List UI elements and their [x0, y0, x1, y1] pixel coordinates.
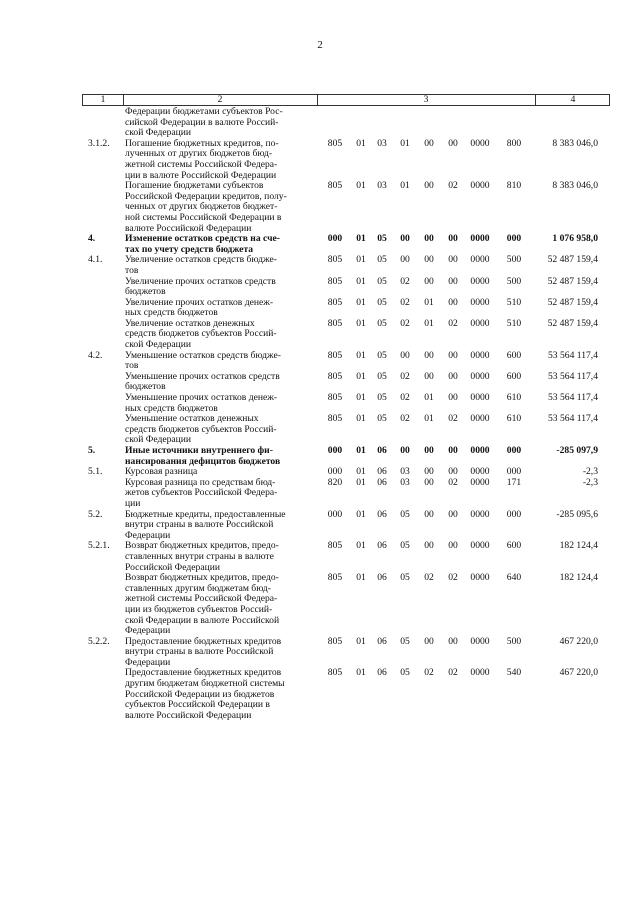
code-cell: 03: [377, 137, 387, 149]
code-cell: 00: [448, 392, 458, 404]
code-cell: 0000: [470, 392, 490, 404]
code-cell: 00: [400, 349, 410, 361]
row-number: 5.: [88, 445, 96, 456]
code-cell: 000 820: [327, 466, 343, 488]
code-cell: 500: [506, 275, 522, 287]
code-cell: 05: [377, 349, 387, 361]
code-cell: 01: [356, 635, 366, 647]
code-cell: 02: [400, 317, 410, 329]
code-cell: 01: [356, 137, 366, 149]
code-cell: 01: [424, 392, 434, 404]
amount-cell: 1 076 958,0: [552, 233, 598, 245]
code-cell: 01: [400, 137, 410, 149]
table-row: [0, 393, 640, 414]
code-cell: 00: [448, 349, 458, 361]
code-cell: 02: [400, 296, 410, 308]
code-cell: 805: [327, 349, 343, 361]
row-description: Курсовая разница Курсовая разница по средствам бюд- жетов субъектов Российской Федера- ции: [125, 466, 278, 509]
code-cell: 805: [327, 296, 343, 308]
code-cell: 00: [424, 370, 434, 382]
code-cell: 000 171: [506, 466, 522, 488]
code-cell: 01: [424, 413, 434, 425]
code-cell: 06: [377, 572, 387, 584]
code-cell: 0000: [470, 413, 490, 425]
code-cell: 01: [356, 254, 366, 266]
code-cell: 01: [356, 180, 366, 192]
table-row: [0, 573, 640, 637]
code-cell: 00: [448, 137, 458, 149]
row-description: Федерации бюджетами субъектов Рос- сийской Федерации в валюте Россий- ской Федерации: [125, 106, 283, 139]
code-cell: 0000: [470, 540, 490, 552]
code-cell: 02: [448, 667, 458, 679]
table-row: [0, 139, 640, 181]
amount-cell: 467 220,0: [559, 635, 598, 647]
code-cell: 05: [400, 572, 410, 584]
header-col-2: 2: [217, 95, 223, 105]
code-cell: 00: [400, 445, 410, 456]
code-cell: 01: [356, 370, 366, 382]
code-cell: 805: [327, 635, 343, 647]
code-cell: 0000: [470, 370, 490, 382]
code-cell: 510: [506, 317, 522, 329]
table-row: [0, 637, 640, 669]
table-row: [0, 351, 640, 372]
table-row: [0, 277, 640, 298]
code-cell: 01: [356, 445, 366, 456]
code-cell: 00: [424, 233, 434, 245]
code-cell: 805: [327, 540, 343, 552]
row-description: Погашение бюджетами субъектов Российской Федерации кредитов, полу- ченных от других бюджетов бюджет- ной системы Российской Федерации в валюте Российской Федерации: [125, 180, 287, 234]
row-number: 4.2.: [88, 349, 103, 361]
code-cell: 000: [327, 233, 343, 245]
code-cell: 000: [327, 508, 343, 520]
code-cell: 0000: [470, 137, 490, 149]
code-cell: 805: [327, 317, 343, 329]
code-cell: 01: [356, 392, 366, 404]
code-cell: 800: [506, 137, 522, 149]
code-cell: 02: [448, 413, 458, 425]
amount-cell: -2,3 -2,3: [582, 466, 598, 488]
code-cell: 02: [448, 317, 458, 329]
amount-cell: 182 124,4: [559, 540, 598, 552]
code-cell: 00: [448, 635, 458, 647]
code-cell: 510: [506, 296, 522, 308]
code-cell: 500: [506, 254, 522, 266]
code-cell: 000: [506, 233, 522, 245]
table-row: [0, 510, 640, 542]
row-description: Уменьшение прочих остатков денеж- ных средств бюджетов: [125, 392, 278, 414]
code-cell: 05: [400, 540, 410, 552]
code-cell: 000: [327, 445, 343, 456]
row-number: 3.1.2.: [88, 137, 110, 149]
code-cell: 600: [506, 540, 522, 552]
table-header: [82, 94, 610, 106]
code-cell: 02: [424, 667, 434, 679]
code-cell: 0000: [470, 296, 490, 308]
row-number: 5.2.1.: [88, 540, 110, 552]
code-cell: 500: [506, 635, 522, 647]
code-cell: 05: [400, 508, 410, 520]
code-cell: 06: [377, 540, 387, 552]
code-cell: 05: [377, 413, 387, 425]
code-cell: 805: [327, 254, 343, 266]
code-cell: 00: [400, 233, 410, 245]
code-cell: 0000: [470, 635, 490, 647]
code-cell: 00: [400, 254, 410, 266]
row-description: Уменьшение прочих остатков средств бюджетов: [125, 370, 280, 393]
code-cell: 00: [448, 233, 458, 245]
code-cell: 0000: [470, 254, 490, 266]
code-cell: 00: [448, 445, 458, 456]
code-cell: 000: [506, 445, 522, 456]
amount-cell: 52 487 159,4: [547, 275, 598, 287]
code-cell: 00: [448, 296, 458, 308]
row-number: 5.2.2.: [88, 635, 110, 647]
amount-cell: -285 097,9: [556, 445, 598, 456]
row-description: Увеличение прочих остатков денеж- ных средств бюджетов: [125, 296, 274, 319]
table-row: [0, 181, 640, 234]
amount-cell: -285 095,6: [556, 508, 598, 520]
code-cell: 00: [448, 254, 458, 266]
code-cell: 805: [327, 392, 343, 404]
code-cell: 02: [424, 572, 434, 584]
code-cell: 600: [506, 370, 522, 382]
code-cell: 05: [400, 667, 410, 679]
code-cell: 01: [400, 180, 410, 192]
code-cell: 0000: [470, 349, 490, 361]
code-cell: 02: [448, 180, 458, 192]
code-cell: 02: [400, 275, 410, 287]
code-cell: 02: [448, 572, 458, 584]
code-cell: 06: [377, 667, 387, 679]
code-cell: 06: [377, 445, 387, 456]
code-cell: 01: [356, 233, 366, 245]
code-cell: 0000: [470, 180, 490, 192]
table-row: [0, 467, 640, 509]
table-row: [0, 414, 640, 446]
amount-cell: 8 383 046,0: [552, 180, 598, 192]
code-cell: 805: [327, 137, 343, 149]
code-cell: 00: [424, 254, 434, 266]
amount-cell: 53 564 117,4: [547, 370, 598, 382]
code-cell: 01: [356, 275, 366, 287]
code-cell: 00 00: [424, 466, 434, 488]
code-cell: 00: [448, 540, 458, 552]
code-cell: 0000: [470, 508, 490, 520]
code-cell: 03: [377, 180, 387, 192]
row-description: Увеличение остатков денежных средств бюджетов субъектов Россий- ской Федерации: [125, 317, 277, 351]
row-description: Возврат бюджетных кредитов, предо- ставленных внутри страны в валюте Российской Федерации: [125, 540, 279, 573]
code-cell: 01: [356, 572, 366, 584]
row-description: Уменьшение остатков денежных средств бюджетов субъектов Россий- ской Федерации: [125, 413, 277, 446]
row-number: 5.1.: [88, 466, 103, 478]
code-cell: 05: [377, 275, 387, 287]
code-cell: 02: [400, 392, 410, 404]
code-cell: 01: [356, 349, 366, 361]
table-row: [0, 668, 640, 721]
code-cell: 00: [424, 275, 434, 287]
code-cell: 805: [327, 413, 343, 425]
amount-cell: 182 124,4: [559, 572, 598, 584]
header-col-4: 4: [570, 95, 576, 105]
code-cell: 01: [356, 317, 366, 329]
code-cell: 610: [506, 392, 522, 404]
code-cell: 640: [506, 572, 522, 584]
code-cell: 05: [377, 254, 387, 266]
table-row: [0, 234, 640, 255]
row-description: Увеличение прочих остатков средств бюджетов: [125, 275, 276, 298]
row-description: Предоставление бюджетных кредитов другим бюджетам бюджетной системы Российской Федерации из бюджетов субъектов Российской Федерации в валюте Российской Федерации: [125, 667, 285, 721]
table-row: [0, 255, 640, 276]
code-cell: 805: [327, 275, 343, 287]
code-cell: 0000: [470, 445, 490, 456]
code-cell: 540: [506, 667, 522, 679]
row-number: 4.: [88, 233, 96, 245]
code-cell: 805: [327, 667, 343, 679]
code-cell: 00: [424, 508, 434, 520]
code-cell: 00: [424, 180, 434, 192]
code-cell: 805: [327, 180, 343, 192]
code-cell: 00: [448, 508, 458, 520]
code-cell: 01: [356, 296, 366, 308]
code-cell: 0000: [470, 233, 490, 245]
amount-cell: 52 487 159,4: [547, 296, 598, 308]
code-cell: 00: [424, 540, 434, 552]
table-row: [0, 541, 640, 573]
code-cell: 00: [424, 137, 434, 149]
code-cell: 610: [506, 413, 522, 425]
row-description: Возврат бюджетных кредитов, предо- ставленных другим бюджетам бюд- жетной системы Российской Федера- ции из бюджетов субъектов Россий- ской Федерации в валюте Российской Федерации: [125, 572, 280, 637]
code-cell: 600: [506, 349, 522, 361]
code-cell: 01 01: [356, 466, 366, 488]
amount-cell: 53 564 117,4: [547, 392, 598, 404]
amount-cell: 467 220,0: [559, 667, 598, 679]
table-row: [0, 446, 640, 467]
code-cell: 05: [377, 392, 387, 404]
code-cell: 01: [356, 508, 366, 520]
code-cell: 03 03: [400, 466, 410, 488]
amount-cell: 53 564 117,4: [547, 349, 598, 361]
code-cell: 05: [377, 233, 387, 245]
code-cell: 810: [506, 180, 522, 192]
table-row: [0, 319, 640, 351]
code-cell: 0000 0000: [470, 466, 490, 488]
table-row: [0, 298, 640, 319]
amount-cell: 8 383 046,0: [552, 137, 598, 149]
code-cell: 05: [377, 296, 387, 308]
code-cell: 00: [424, 635, 434, 647]
code-cell: 0000: [470, 317, 490, 329]
code-cell: 01: [356, 667, 366, 679]
code-cell: 06: [377, 508, 387, 520]
code-cell: 05: [400, 635, 410, 647]
code-cell: 02: [400, 370, 410, 382]
table-row: [0, 107, 640, 139]
code-cell: 805: [327, 370, 343, 382]
code-cell: 00: [448, 275, 458, 287]
header-col-1: 1: [100, 95, 106, 105]
code-cell: 06 06: [377, 466, 387, 488]
row-number: 4.1.: [88, 254, 103, 266]
row-description: Изменение остатков средств на сче- тах по учету средств бюджета: [125, 233, 280, 255]
amount-cell: 52 487 159,4: [547, 317, 598, 329]
code-cell: 00: [448, 370, 458, 382]
row-description: Бюджетные кредиты, предоставленные внутри страны в валюте Российской Федерации: [125, 508, 286, 541]
code-cell: 05: [377, 317, 387, 329]
row-description: Уменьшение остатков средств бюдже- тов: [125, 349, 281, 372]
amount-cell: 52 487 159,4: [547, 254, 598, 266]
row-number: 5.2.: [88, 508, 103, 520]
table-body: [0, 107, 640, 721]
code-cell: 01: [356, 413, 366, 425]
code-cell: 00: [424, 349, 434, 361]
code-cell: 0000: [470, 275, 490, 287]
code-cell: 00 02: [448, 466, 458, 488]
code-cell: 0000: [470, 572, 490, 584]
amount-cell: 53 564 117,4: [547, 413, 598, 425]
header-col-3: 3: [423, 95, 429, 105]
code-cell: 05: [377, 370, 387, 382]
code-cell: 02: [400, 413, 410, 425]
code-cell: 01: [356, 540, 366, 552]
code-cell: 01: [424, 296, 434, 308]
row-description: Предоставление бюджетных кредитов внутри страны в валюте Российской Федерации: [125, 635, 282, 668]
row-description: Иные источники внутреннего фи- нансирования дефицитов бюджетов: [125, 445, 281, 467]
row-description: Погашение бюджетных кредитов, по- лученных от других бюджетов бюд- жетной системы Российской Федера- ции в валюте Российской Федерации: [125, 137, 279, 181]
code-cell: 000: [506, 508, 522, 520]
code-cell: 0000: [470, 667, 490, 679]
table-row: [0, 372, 640, 393]
code-cell: 00: [424, 445, 434, 456]
code-cell: 805: [327, 572, 343, 584]
page-number: 2: [317, 39, 323, 51]
code-cell: 06: [377, 635, 387, 647]
row-description: Увеличение остатков средств бюдже- тов: [125, 254, 277, 276]
code-cell: 01: [424, 317, 434, 329]
